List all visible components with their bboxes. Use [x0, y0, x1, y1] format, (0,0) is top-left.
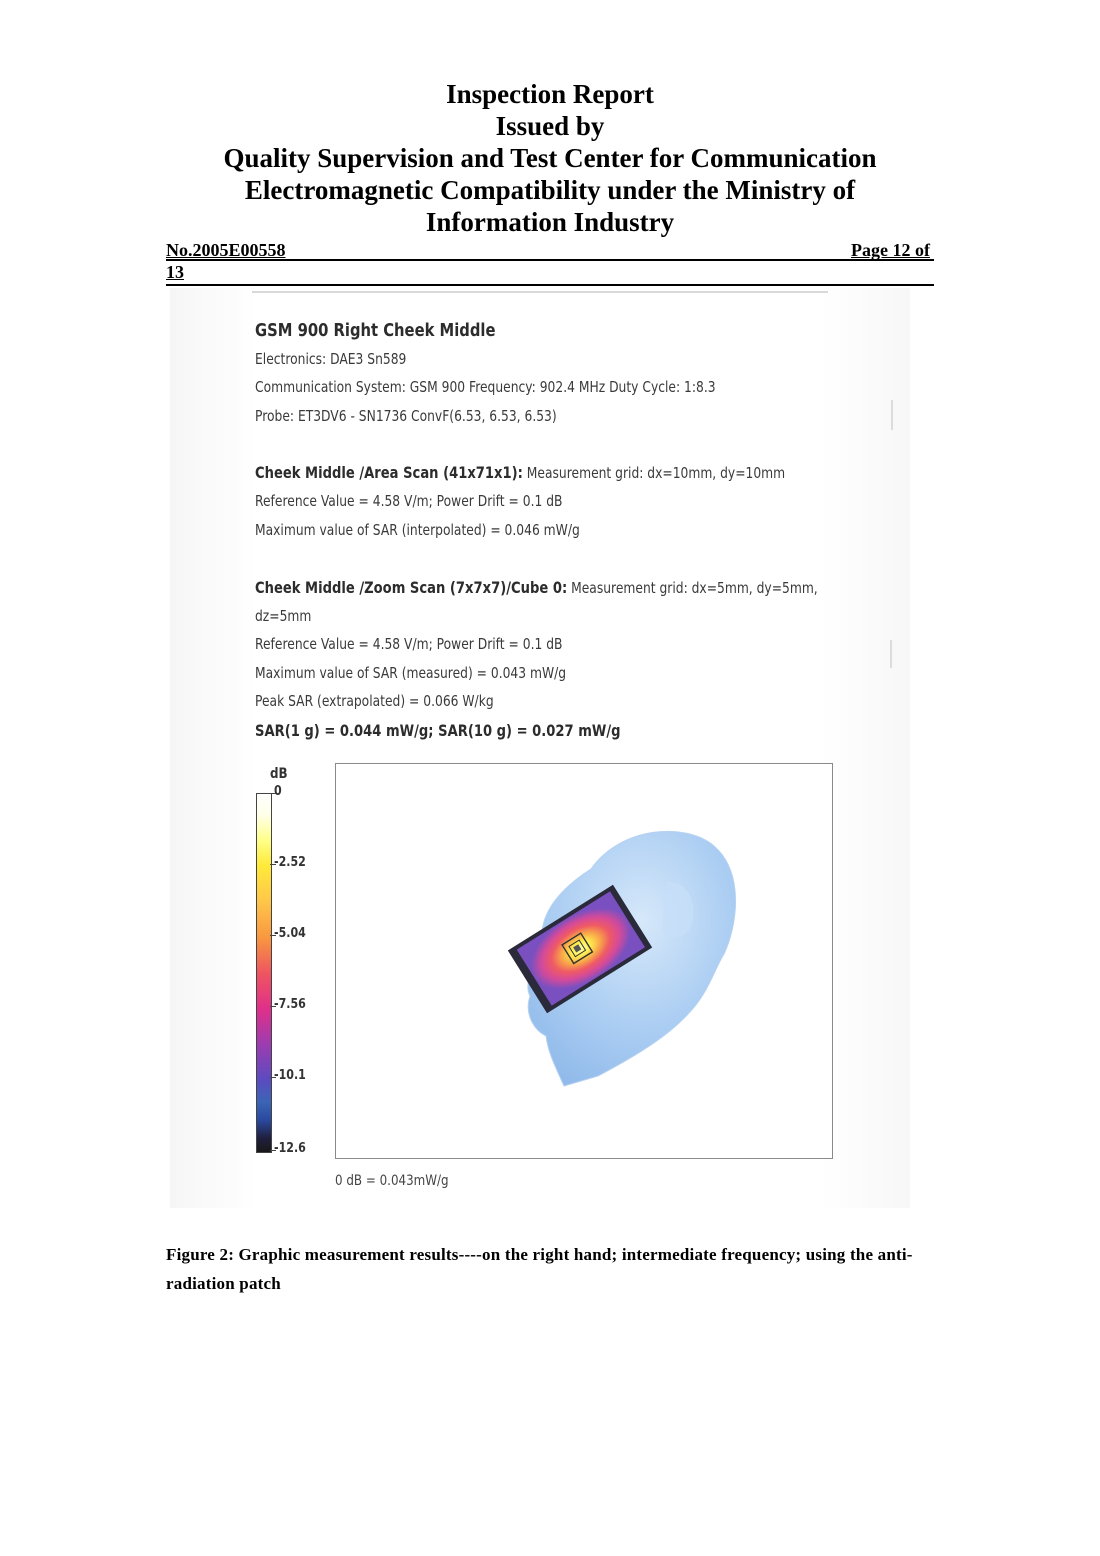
- page-label: Page 12 of: [851, 240, 930, 260]
- header-rule-top: [166, 259, 934, 261]
- header-rule-bottom: [166, 284, 934, 286]
- head-sar-render: [336, 764, 832, 1158]
- zoom-max-sar-line: Maximum value of SAR (measured) = 0.043 mW/g: [255, 664, 567, 682]
- area-reference-line: Reference Value = 4.58 V/m; Power Drift = 0.1 dB: [255, 492, 563, 510]
- zoom-scan-label: Cheek Middle /Zoom Scan (7x7x7)/Cube 0:: [255, 578, 568, 597]
- colorbar-label: -12.6: [274, 1141, 306, 1156]
- scan-top-line: [252, 291, 828, 293]
- header-line-1: Inspection Report: [446, 79, 654, 109]
- colorbar-label: 0: [274, 784, 282, 799]
- header-line-2: Issued by: [495, 111, 605, 141]
- zoom-scan-grid: Measurement grid: dx=5mm, dy=5mm,: [567, 579, 818, 597]
- colorbar-label: -2.52: [274, 855, 306, 870]
- reference-note: 0 dB = 0.043mW/g: [335, 1173, 449, 1189]
- header-line-3: Quality Supervision and Test Center for Communication: [223, 143, 877, 173]
- area-max-sar-line: Maximum value of SAR (interpolated) = 0.046 mW/g: [255, 521, 580, 539]
- scan-edge-mark: [890, 640, 892, 668]
- peak-sar-line: Peak SAR (extrapolated) = 0.066 W/kg: [255, 692, 494, 710]
- area-scan-grid: Measurement grid: dx=10mm, dy=10mm: [522, 464, 786, 482]
- header-line-4: Electromagnetic Compatibility under the Ministry of: [244, 175, 856, 205]
- zoom-grid-continued: dz=5mm: [255, 607, 312, 625]
- colorbar: [256, 793, 272, 1153]
- colorbar-label: -7.56: [274, 997, 306, 1012]
- page-total: 13: [166, 262, 184, 282]
- zoom-scan-line: [255, 578, 818, 597]
- area-scan-line: [255, 463, 785, 482]
- figure-caption: Figure 2: Graphic measurement results----on the right hand; intermediate frequency; using the anti-radiation patch: [166, 1245, 913, 1293]
- scan-title: GSM 900 Right Cheek Middle: [255, 320, 496, 341]
- area-scan-label: Cheek Middle /Area Scan (41x71x1):: [255, 463, 523, 482]
- scan-edge-mark: [891, 400, 893, 430]
- zoom-reference-line: Reference Value = 4.58 V/m; Power Drift = 0.1 dB: [255, 635, 563, 653]
- colorbar-unit: dB: [270, 766, 288, 782]
- report-header: [0, 78, 1100, 238]
- sar-plot-frame: [335, 763, 833, 1159]
- colorbar-label: -10.1: [274, 1068, 306, 1083]
- colorbar-label: -5.04: [274, 926, 306, 941]
- header-line-5: Information Industry: [425, 207, 675, 237]
- sar-result-line: SAR(1 g) = 0.044 mW/g; SAR(10 g) = 0.027 mW/g: [255, 721, 621, 740]
- probe-line: Probe: ET3DV6 - SN1736 ConvF(6.53, 6.53, 6.53): [255, 407, 557, 425]
- comm-system-line: Communication System: GSM 900 Frequency: 902.4 MHz Duty Cycle: 1:8.3: [255, 378, 716, 396]
- electronics-line: Electronics: DAE3 Sn589: [255, 350, 407, 368]
- report-number: No.2005E00558: [166, 240, 286, 260]
